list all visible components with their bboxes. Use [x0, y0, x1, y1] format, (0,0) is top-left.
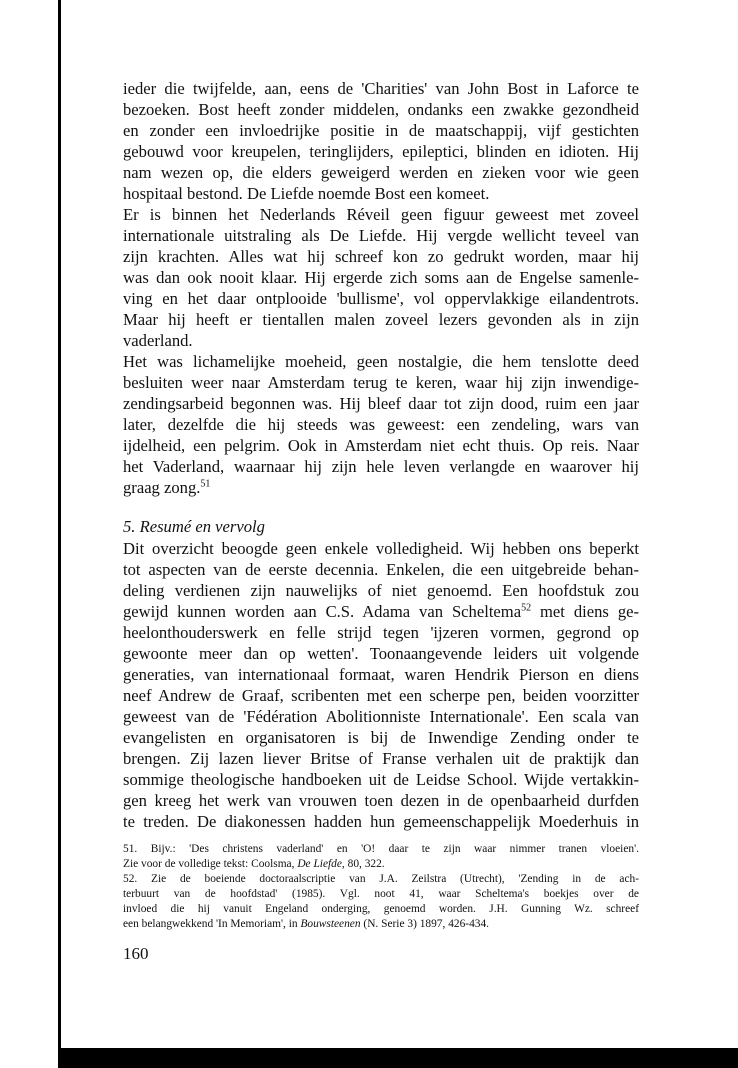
text-line: het Vaderland, waarnaar hij zijn hele leven verlangde en waarover hij [123, 457, 639, 476]
text-line: te treden. De diakonessen hadden hun gemeenschappelijk Moederhuis in [123, 812, 639, 831]
text-line: later, dezelfde die hij steeds was geweest: een zendeling, wars van [123, 415, 639, 434]
text-line: en zonder een invloedrijke positie in de maatschappij, vijf gestichten [123, 121, 639, 140]
text-line: nam wezen op, die elders geweigerd werden en zieken voor wie geen [123, 163, 639, 182]
footnote-52-line [123, 917, 639, 932]
text-span: (N. Serie 3) 1897, 426-434. [360, 918, 490, 930]
text-line: gebouwd voor kreupelen, teringlijders, epileptici, blinden en idioten. Hij [123, 142, 639, 161]
text-line: zijn krachten. Alles wat hij schreef kon zo gedrukt worden, maar hij [123, 247, 639, 266]
text-line: vaderland. [123, 331, 193, 350]
text-line: Het was lichamelijke moeheid, geen nostalgie, die hem tenslotte deed [123, 352, 639, 371]
text-line: geweest van de 'Fédération Abolitionniste Internationale'. Een scala van [123, 707, 639, 726]
text-line: Er is binnen het Nederlands Réveil geen figuur geweest met zoveel [123, 205, 639, 224]
text-span: , 80, 322. [341, 858, 385, 870]
page-number: 160 [123, 944, 149, 963]
footnote-52-line: terbuurt van de hoofdstad' (1985). Vgl. noot 41, waar Scheltema's boekjes over de [123, 888, 639, 900]
text-span: Zie voor de volledige tekst: Coolsma, [123, 858, 298, 870]
text-line: hospitaal bestond. De Liefde noemde Bost een komeet. [123, 184, 490, 203]
text-line: ving en het daar ontplooide 'bullisme', vol oppervlakkige eilandentrots. [123, 289, 639, 308]
text-line: ieder die twijfelde, aan, eens de 'Charities' van John Bost in Laforce te [123, 79, 639, 98]
text-line: Dit overzicht beoogde geen enkele volledigheid. Wij hebben ons beperkt [123, 539, 639, 558]
text-line: gewoonte meer dan op wetten'. Toonaangevende leiders uit volgende [123, 644, 639, 663]
footnote-51-line: 51. Bijv.: 'Des christens vaderland' en 'O! daar te zijn waar nimmer tranen vloeien'. [123, 843, 639, 855]
text-line: generaties, van internationaal formaat, waren Hendrik Pierson en diens [123, 665, 639, 684]
page-left-edge [58, 0, 61, 1068]
text-line: tot aspecten van de eerste decennia. Enkelen, die een uitgebreide behan- [123, 560, 639, 579]
footnote-ref-52: 52 [521, 602, 532, 614]
text-line: deling verdienen zijn nauwelijks of niet genoemd. Een hoofdstuk zou [123, 581, 639, 600]
text-line: bezoeken. Bost heeft zonder middelen, ondanks een zwakke gezondheid [123, 100, 639, 119]
text-line: gen kreeg het werk van vrouwen toen dezen in de openbaarheid durfden [123, 791, 639, 810]
text-line: besluiten weer naar Amsterdam terug te keren, waar hij zijn inwendige- [123, 373, 639, 392]
scan-edge-bar [60, 1048, 738, 1068]
text-span: een belangwekkend 'In Memoriam', in [123, 918, 301, 930]
text-line [123, 477, 639, 498]
book-title: Bouwsteenen [300, 918, 361, 930]
book-title: De Liefde [297, 858, 342, 870]
text-line: neef Andrew de Graaf, scribenten met een scherpe pen, beiden voorzitter [123, 686, 639, 705]
text-line: zendingsarbeid begonnen was. Hij bleef daar tot zijn dood, ruim een jaar [123, 394, 639, 413]
text-span: met diens ge- [531, 602, 640, 621]
footnote-ref-51: 51 [200, 478, 211, 490]
text-line [123, 601, 639, 622]
text-line: ijdelheid, een pelgrim. Ook in Amsterdam niet echt thuis. Op reis. Naar [123, 436, 639, 455]
footnote-51-line [123, 857, 639, 872]
footnote-52-line: invloed die hij vanuit Engeland onderging, genoemd worden. J.H. Gunning Wz. schreef [123, 903, 639, 915]
text-line: heelonthouderswerk en felle strijd tegen 'ijzeren vormen, gegrond op [123, 623, 639, 642]
text-line: brengen. Zij lazen liever Britse of Franse verhalen uit de praktijk dan [123, 749, 639, 768]
section-heading: 5. Resumé en vervolg [123, 517, 265, 536]
text-span: gewijd kunnen worden aan C.S. Adama van Scheltema [123, 602, 522, 621]
text-line: was dan ook nooit klaar. Hij ergerde zich soms aan de Engelse samenle- [123, 268, 639, 287]
text-span: graag zong. [123, 478, 201, 497]
text-line: evangelisten en organisatoren is bij de Inwendige Zending onder te [123, 728, 639, 747]
text-line: Maar hij heeft er tientallen malen zoveel lezers gevonden als in zijn [123, 310, 639, 329]
text-line: sommige theologische handboeken uit de Leidse School. Wijde vertakkin- [123, 770, 639, 789]
text-line: internationale uitstraling als De Liefde. Hij vergde wellicht teveel van [123, 226, 639, 245]
footnote-52-line: 52. Zie de boeiende doctoraalscriptie van J.A. Zeilstra (Utrecht), 'Zending in de ach- [123, 873, 639, 885]
